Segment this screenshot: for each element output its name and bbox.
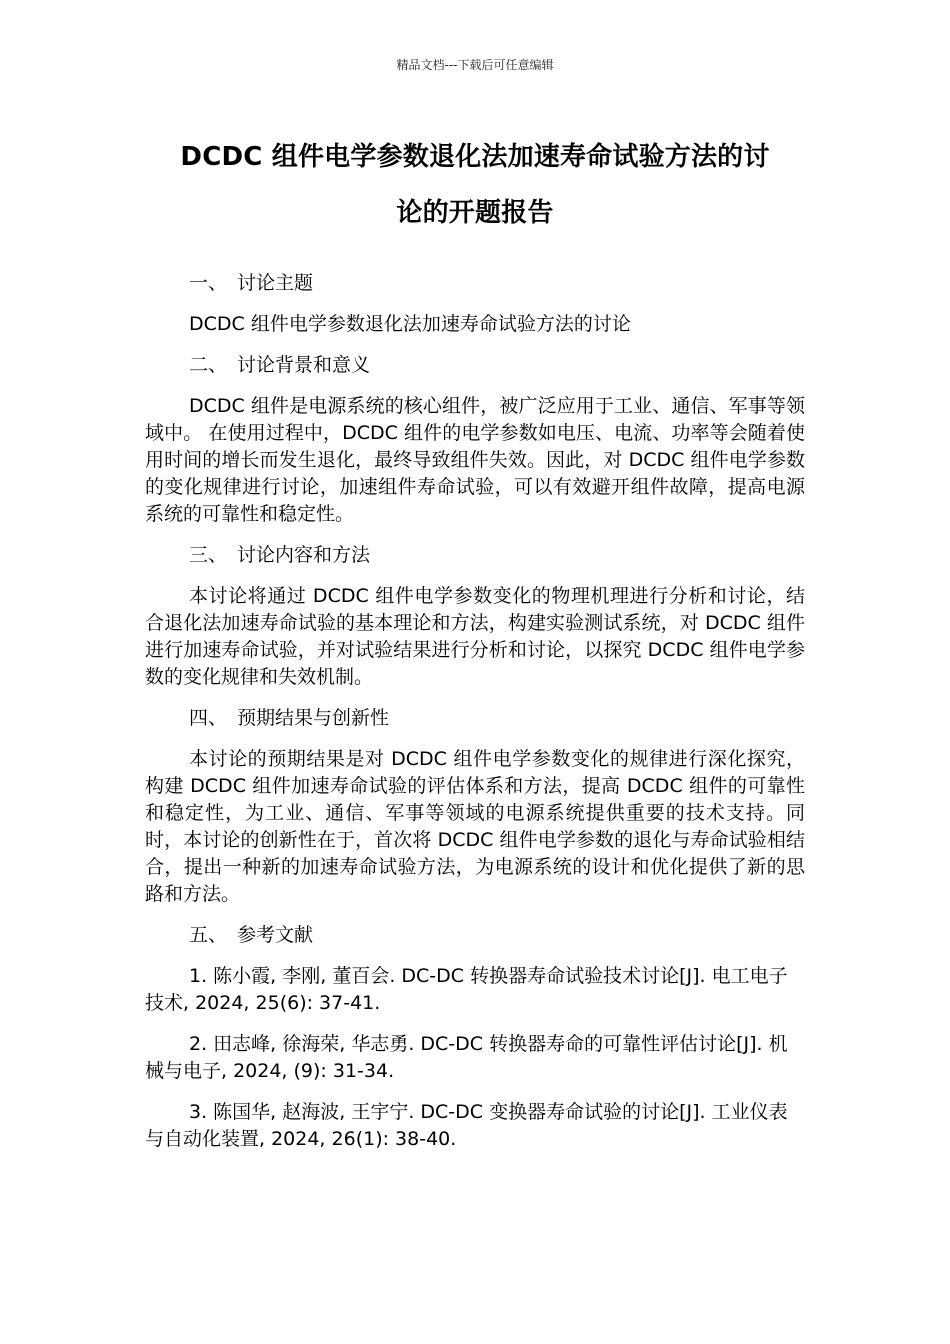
section-number: 二、 <box>189 354 228 376</box>
reference-item: 3. 陈国华, 赵海波, 王宇宁. DC-DC 变换器寿命试验的讨论[J]. 工业仪表与自动化装置, 2024, 26(1): 38-40. <box>145 1101 788 1150</box>
section-heading-text: 参考文献 <box>237 924 314 946</box>
section-heading-text: 讨论内容和方法 <box>237 544 371 566</box>
title-line-2: 论的开题报告 <box>396 198 554 228</box>
reference-item: 1. 陈小霞, 李刚, 董百会. DC-DC 转换器寿命试验技术讨论[J]. 电工电子技术, 2024, 25(6): 37-41. <box>145 965 788 1014</box>
section-heading-4 <box>145 705 805 732</box>
section-number: 五、 <box>189 924 228 946</box>
section-number: 四、 <box>189 707 228 729</box>
document-body <box>145 270 805 1167</box>
section-heading-3 <box>145 542 805 569</box>
expected-results-paragraph: 本讨论的预期结果是对 DCDC 组件电学参数变化的规律进行深化探究，构建 DCDC 组件加速寿命试验的评估体系和方法，提高 DCDC 组件的可靠性和稳定性，为工业、通信、军事等领域的电源系统提供重要的技术支持。同时，本讨论的创新性在于，首次将 DCDC 组件电学参数的退化与寿命试验相结合，提出一种新的加速寿命试验方法，为电源系统的设计和优化提供了新的思路和方法。 <box>145 748 805 905</box>
page-header: 精品文档---下载后可任意编辑 <box>396 58 554 72</box>
reference-item: 2. 田志峰, 徐海荣, 华志勇. DC-DC 转换器寿命的可靠性评估讨论[J]. 机械与电子, 2024, (9): 31-34. <box>145 1033 788 1082</box>
title-line-1: DCDC 组件电学参数退化法加速寿命试验方法的讨 <box>180 142 770 172</box>
content-method-paragraph: 本讨论将通过 DCDC 组件电学参数变化的物理机理进行分析和讨论，结合退化法加速寿命试验的基本理论和方法，构建实验测试系统，对 DCDC 组件进行加速寿命试验，并对试验结果进行分析和讨论，以探究 DCDC 组件电学参数的变化规律和失效机制。 <box>145 585 805 688</box>
document-title <box>150 129 800 241</box>
section-heading-2 <box>145 352 805 379</box>
section-heading-text: 预期结果与创新性 <box>237 707 390 729</box>
background-paragraph: DCDC 组件是电源系统的核心组件，被广泛应用于工业、通信、军事等领域中。 在使用过程中，DCDC 组件的电学参数如电压、电流、功率等会随着使用时间的增长而发生退化，最终导致组件失效。因此，对 DCDC 组件电学参数的变化规律进行讨论，加速组件寿命试验，可以有效避开组件故障，提高电源系统的可靠性和稳定性。 <box>145 395 805 525</box>
section-number: 三、 <box>189 544 228 566</box>
section-heading-text: 讨论主题 <box>237 272 314 294</box>
section-heading-5 <box>145 922 805 949</box>
section-heading-1 <box>145 270 805 297</box>
research-subject: DCDC 组件电学参数退化法加速寿命试验方法的讨论 <box>189 313 631 335</box>
section-number: 一、 <box>189 272 228 294</box>
section-heading-text: 讨论背景和意义 <box>237 354 371 376</box>
